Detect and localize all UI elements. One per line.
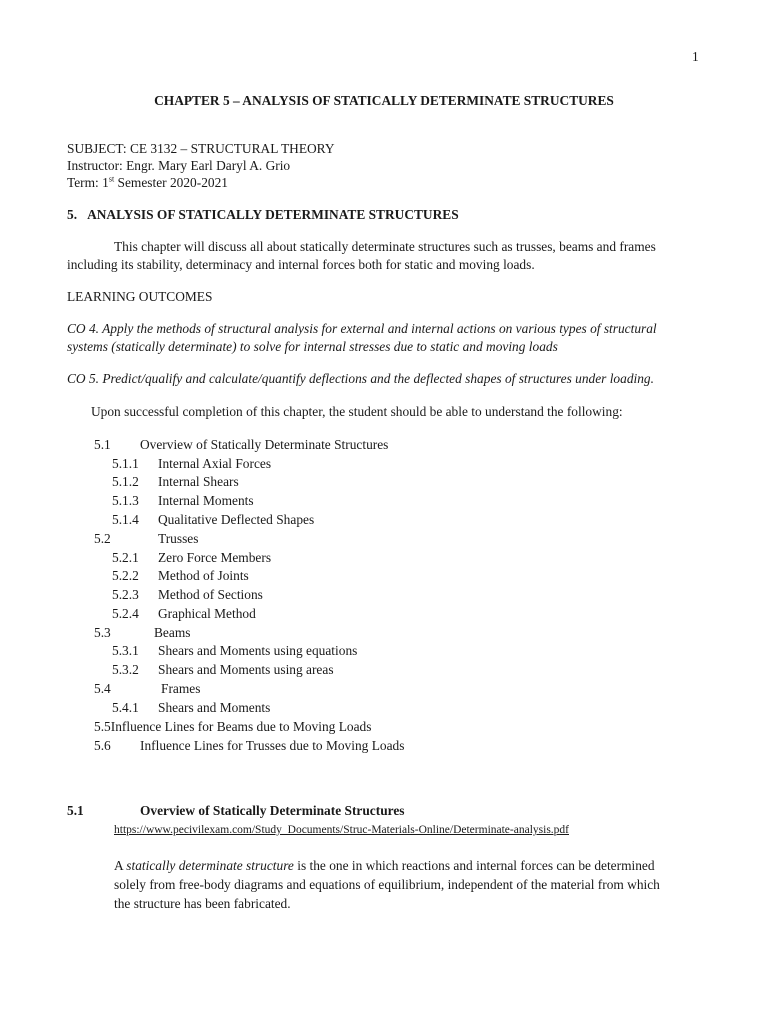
toc-label: Internal Axial Forces <box>158 456 272 471</box>
upon-completion-line: Upon successful completion of this chapter, the student should be able to understand the following: <box>91 404 623 419</box>
toc-number: 5.2 <box>94 531 111 546</box>
toc-label: Beams <box>154 625 191 640</box>
definition-line-1 <box>114 857 655 876</box>
definition-line-3: the structure has been fabricated. <box>114 896 291 911</box>
toc-label: Qualitative Deflected Shapes <box>158 512 315 527</box>
section-5-title: ANALYSIS OF STATICALLY DETERMINATE STRUCTURES <box>87 207 459 222</box>
section-5-1-title: Overview of Statically Determinate Structures <box>140 803 405 818</box>
toc-label: Overview of Statically Determinate Structures <box>140 437 389 452</box>
toc-label: Trusses <box>158 531 199 546</box>
toc-item <box>94 718 371 737</box>
definition-term: statically determinate structure <box>126 858 294 873</box>
toc-label: Graphical Method <box>158 606 256 621</box>
toc-number: 5.1 <box>94 437 111 452</box>
term-superscript: st <box>108 174 115 184</box>
toc-number: 5.2.4 <box>112 606 139 621</box>
toc-label: Method of Sections <box>158 587 263 602</box>
toc-number: 5.1.3 <box>112 493 139 508</box>
intro-line-1: This chapter will discuss all about statically determinate structures such as trusses, beams and frames <box>114 239 656 254</box>
definition-rest: is the one in which reactions and internal forces can be determined <box>293 858 655 873</box>
intro-line-2: including its stability, determinacy and internal forces both for static and moving loads. <box>67 257 535 272</box>
toc-label: Method of Joints <box>158 568 249 583</box>
toc-label: Internal Shears <box>158 474 239 489</box>
toc-label: Internal Moments <box>158 493 254 508</box>
toc-label: Frames <box>161 681 201 696</box>
toc-number: 5.5 <box>94 719 111 734</box>
toc-number: 5.3.2 <box>112 662 139 677</box>
definition-line-2: solely from free-body diagrams and equations of equilibrium, independent of the material from which <box>114 877 660 892</box>
toc-number: 5.6 <box>94 738 111 753</box>
toc-number: 5.2.3 <box>112 587 139 602</box>
reference-link[interactable]: https://www.pecivilexam.com/Study_Documents/Struc-Materials-Online/Determinate-analysis.pdf <box>114 824 569 836</box>
co4-line-2: systems (statically determinate) to solve for internal stresses due to static and moving loads <box>67 339 558 354</box>
page-number: 1 <box>692 49 699 64</box>
chapter-title: CHAPTER 5 – ANALYSIS OF STATICALLY DETERMINATE STRUCTURES <box>154 93 614 108</box>
instructor-line: Instructor: Engr. Mary Earl Daryl A. Grio <box>67 158 291 173</box>
toc-number: 5.1.1 <box>112 456 139 471</box>
term-suffix: Semester 2020-2021 <box>114 175 228 190</box>
toc-number: 5.1.4 <box>112 512 139 527</box>
co4-line-1: CO 4. Apply the methods of structural analysis for external and internal actions on various types of structural <box>67 321 657 336</box>
toc-number: 5.3 <box>94 625 111 640</box>
section-5-heading <box>67 206 459 225</box>
section-5-number: 5. <box>67 207 78 222</box>
definition-article: A <box>114 858 127 873</box>
toc-number: 5.2.1 <box>112 550 139 565</box>
co5-line: CO 5. Predict/qualify and calculate/quantify deflections and the deflected shapes of structures under loading. <box>67 371 654 386</box>
toc-label: Influence Lines for Trusses due to Moving Loads <box>140 738 405 753</box>
term-line <box>67 174 228 193</box>
learning-outcomes-heading: LEARNING OUTCOMES <box>67 289 213 304</box>
toc-number: 5.4.1 <box>112 700 139 715</box>
toc-number: 5.1.2 <box>112 474 139 489</box>
toc-label: Shears and Moments <box>158 700 271 715</box>
section-5-1-number: 5.1 <box>67 803 84 818</box>
toc-number: 5.4 <box>94 681 111 696</box>
subject-line: SUBJECT: CE 3132 – STRUCTURAL THEORY <box>67 141 335 156</box>
toc-number: 5.3.1 <box>112 643 139 658</box>
toc-label: Zero Force Members <box>158 550 272 565</box>
toc-label: Shears and Moments using areas <box>158 662 334 677</box>
toc-label: Influence Lines for Beams due to Moving Loads <box>110 719 372 734</box>
toc-label: Shears and Moments using equations <box>158 643 358 658</box>
toc-number: 5.2.2 <box>112 568 139 583</box>
term-prefix: Term: 1 <box>67 175 109 190</box>
